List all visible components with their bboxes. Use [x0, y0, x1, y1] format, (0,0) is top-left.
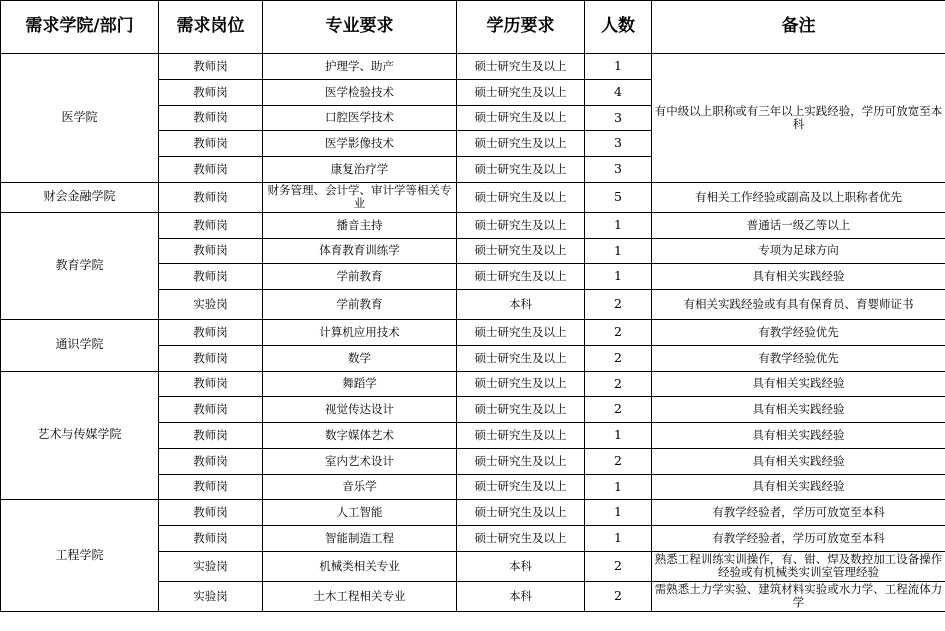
dept-cell: 通识学院 — [1, 320, 159, 372]
count-cell: 5 — [585, 182, 652, 212]
note-cell: 具有相关实践经验 — [652, 371, 945, 397]
note-cell: 具有相关实践经验 — [652, 397, 945, 423]
post-cell: 教师岗 — [159, 345, 263, 371]
education-cell: 硕士研究生及以上 — [457, 212, 585, 238]
note-cell: 有教学经验者，学历可放宽至本科 — [652, 500, 945, 526]
education-cell: 硕士研究生及以上 — [457, 500, 585, 526]
major-cell: 数学 — [263, 345, 457, 371]
table-row — [1, 500, 945, 526]
education-cell: 本科 — [457, 551, 585, 581]
header-major: 专业要求 — [263, 1, 457, 54]
major-cell: 财务管理、会计学、审计学等相关专业 — [263, 182, 457, 212]
post-cell: 教师岗 — [159, 448, 263, 474]
major-cell: 护理学、助产 — [263, 54, 457, 80]
note-cell: 有相关实践经验或有具有保育员、育婴师证书 — [652, 290, 945, 320]
note-cell: 普通话一级乙等以上 — [652, 212, 945, 238]
major-cell: 音乐学 — [263, 474, 457, 500]
dept-cell: 工程学院 — [1, 500, 159, 612]
count-cell: 2 — [585, 290, 652, 320]
post-cell: 实验岗 — [159, 290, 263, 320]
major-cell: 播音主持 — [263, 212, 457, 238]
note-cell: 有中级以上职称或有三年以上实践经验，学历可放宽至本科 — [652, 54, 945, 183]
major-cell: 人工智能 — [263, 500, 457, 526]
count-cell: 1 — [585, 238, 652, 264]
count-cell: 1 — [585, 526, 652, 552]
education-cell: 本科 — [457, 581, 585, 611]
education-cell: 硕士研究生及以上 — [457, 79, 585, 105]
major-cell: 体育教育训练学 — [263, 238, 457, 264]
table-row — [1, 371, 945, 397]
post-cell: 教师岗 — [159, 105, 263, 131]
note-cell: 需熟悉土力学实验、建筑材料实验或水力学、工程流体力学 — [652, 581, 945, 611]
header-notes: 备注 — [652, 1, 945, 54]
education-cell: 硕士研究生及以上 — [457, 182, 585, 212]
note-cell: 有教学经验者，学历可放宽至本科 — [652, 526, 945, 552]
major-cell: 数字媒体艺术 — [263, 423, 457, 449]
post-cell: 教师岗 — [159, 131, 263, 157]
post-cell: 教师岗 — [159, 423, 263, 449]
education-cell: 硕士研究生及以上 — [457, 238, 585, 264]
count-cell: 2 — [585, 371, 652, 397]
note-cell: 有教学经验优先 — [652, 345, 945, 371]
education-cell: 硕士研究生及以上 — [457, 345, 585, 371]
post-cell: 实验岗 — [159, 581, 263, 611]
post-cell: 教师岗 — [159, 212, 263, 238]
note-cell: 具有相关实践经验 — [652, 448, 945, 474]
education-cell: 硕士研究生及以上 — [457, 320, 585, 346]
count-cell: 4 — [585, 79, 652, 105]
header-education: 学历要求 — [457, 1, 585, 54]
education-cell: 硕士研究生及以上 — [457, 448, 585, 474]
post-cell: 教师岗 — [159, 320, 263, 346]
note-cell: 具有相关实践经验 — [652, 264, 945, 290]
education-cell: 硕士研究生及以上 — [457, 105, 585, 131]
count-cell: 3 — [585, 131, 652, 157]
major-cell: 智能制造工程 — [263, 526, 457, 552]
count-cell: 1 — [585, 500, 652, 526]
major-cell: 口腔医学技术 — [263, 105, 457, 131]
table-row — [1, 54, 945, 80]
header-post: 需求岗位 — [159, 1, 263, 54]
header-row — [1, 1, 945, 54]
post-cell: 教师岗 — [159, 79, 263, 105]
dept-cell: 艺术与传媒学院 — [1, 371, 159, 500]
count-cell: 3 — [585, 105, 652, 131]
count-cell: 2 — [585, 448, 652, 474]
major-cell: 室内艺术设计 — [263, 448, 457, 474]
note-cell: 具有相关实践经验 — [652, 423, 945, 449]
post-cell: 教师岗 — [159, 500, 263, 526]
major-cell: 机械类相关专业 — [263, 551, 457, 581]
count-cell: 2 — [585, 345, 652, 371]
post-cell: 教师岗 — [159, 264, 263, 290]
post-cell: 教师岗 — [159, 397, 263, 423]
post-cell: 教师岗 — [159, 54, 263, 80]
education-cell: 硕士研究生及以上 — [457, 397, 585, 423]
count-cell: 1 — [585, 423, 652, 449]
note-cell: 有教学经验优先 — [652, 320, 945, 346]
education-cell: 硕士研究生及以上 — [457, 526, 585, 552]
table-row — [1, 212, 945, 238]
major-cell: 视觉传达设计 — [263, 397, 457, 423]
count-cell: 2 — [585, 551, 652, 581]
post-cell: 教师岗 — [159, 371, 263, 397]
education-cell: 硕士研究生及以上 — [457, 264, 585, 290]
major-cell: 计算机应用技术 — [263, 320, 457, 346]
note-cell: 专项为足球方向 — [652, 238, 945, 264]
post-cell: 教师岗 — [159, 238, 263, 264]
education-cell: 硕士研究生及以上 — [457, 423, 585, 449]
table-row — [1, 320, 945, 346]
education-cell: 硕士研究生及以上 — [457, 157, 585, 183]
dept-cell: 财会金融学院 — [1, 182, 159, 212]
note-cell: 熟悉工程训练实训操作，有、钳、焊及数控加工设备操作经验或有机械类实训室管理经验 — [652, 551, 945, 581]
count-cell: 2 — [585, 581, 652, 611]
major-cell: 学前教育 — [263, 264, 457, 290]
education-cell: 本科 — [457, 290, 585, 320]
major-cell: 舞蹈学 — [263, 371, 457, 397]
table-row — [1, 182, 945, 212]
major-cell: 学前教育 — [263, 290, 457, 320]
education-cell: 硕士研究生及以上 — [457, 474, 585, 500]
note-cell: 有相关工作经验或副高及以上职称者优先 — [652, 182, 945, 212]
header-count: 人数 — [585, 1, 652, 54]
major-cell: 康复治疗学 — [263, 157, 457, 183]
major-cell: 医学检验技术 — [263, 79, 457, 105]
dept-cell: 教育学院 — [1, 212, 159, 319]
major-cell: 土木工程相关专业 — [263, 581, 457, 611]
dept-cell: 医学院 — [1, 54, 159, 183]
header-dept: 需求学院/部门 — [1, 1, 159, 54]
count-cell: 3 — [585, 157, 652, 183]
major-cell: 医学影像技术 — [263, 131, 457, 157]
count-cell: 1 — [585, 212, 652, 238]
post-cell: 教师岗 — [159, 182, 263, 212]
count-cell: 1 — [585, 264, 652, 290]
count-cell: 2 — [585, 320, 652, 346]
education-cell: 硕士研究生及以上 — [457, 131, 585, 157]
count-cell: 1 — [585, 54, 652, 80]
post-cell: 实验岗 — [159, 551, 263, 581]
count-cell: 1 — [585, 474, 652, 500]
post-cell: 教师岗 — [159, 157, 263, 183]
post-cell: 教师岗 — [159, 526, 263, 552]
note-cell: 具有相关实践经验 — [652, 474, 945, 500]
count-cell: 2 — [585, 397, 652, 423]
education-cell: 硕士研究生及以上 — [457, 54, 585, 80]
education-cell: 硕士研究生及以上 — [457, 371, 585, 397]
post-cell: 教师岗 — [159, 474, 263, 500]
